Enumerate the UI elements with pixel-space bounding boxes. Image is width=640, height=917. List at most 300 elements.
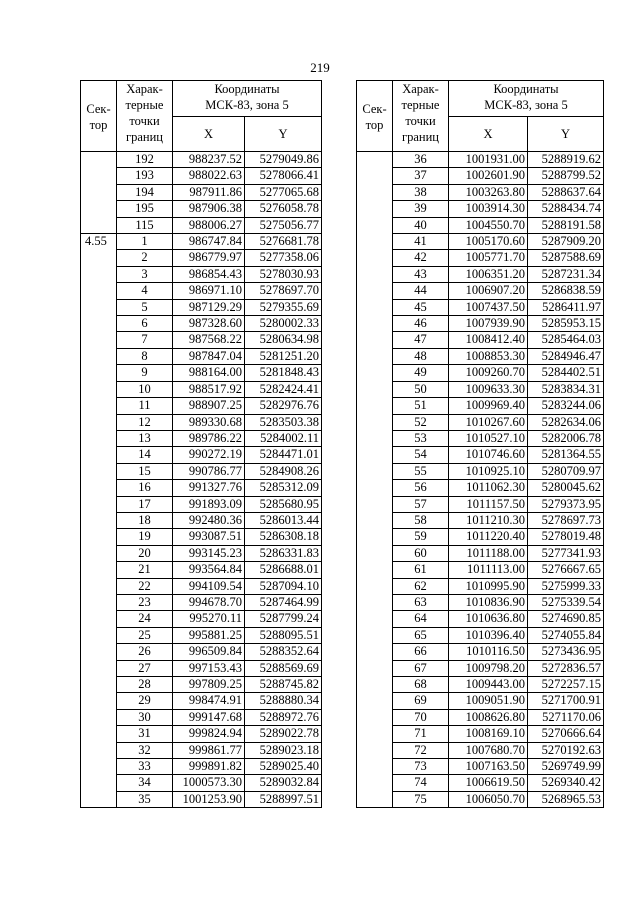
- y-cell: 5288745.82: [245, 677, 322, 693]
- table-row: [357, 234, 604, 250]
- point-cell: 34: [117, 775, 173, 791]
- y-cell: 5288569.69: [245, 660, 322, 676]
- y-cell: 5288352.64: [245, 644, 322, 660]
- point-cell: 40: [393, 217, 449, 233]
- point-cell: 71: [393, 726, 449, 742]
- table-row: [357, 709, 604, 725]
- point-cell: 49: [393, 365, 449, 381]
- y-cell: 5286838.59: [528, 283, 604, 299]
- point-cell: 53: [393, 430, 449, 446]
- x-cell: 1011157.50: [449, 496, 528, 512]
- x-cell: 986779.97: [173, 250, 245, 266]
- points-header-line3: точки: [129, 114, 160, 128]
- point-cell: 2: [117, 250, 173, 266]
- y-cell: 5280634.98: [245, 332, 322, 348]
- y-cell: 5286331.83: [245, 545, 322, 561]
- y-cell: 5283503.38: [245, 414, 322, 430]
- point-cell: 64: [393, 611, 449, 627]
- table-row: [81, 791, 322, 807]
- y-cell: 5286411.97: [528, 299, 604, 315]
- y-cell: 5288095.51: [245, 627, 322, 643]
- point-cell: 63: [393, 594, 449, 610]
- x-cell: 988907.25: [173, 398, 245, 414]
- table-row: [357, 529, 604, 545]
- y-cell: 5282634.06: [528, 414, 604, 430]
- table-row: [357, 644, 604, 660]
- y-cell: 5284946.47: [528, 348, 604, 364]
- y-cell: 5289032.84: [245, 775, 322, 791]
- page-number: 219: [310, 60, 330, 75]
- point-cell: 27: [117, 660, 173, 676]
- point-cell: 5: [117, 299, 173, 315]
- x-cell: 993087.51: [173, 529, 245, 545]
- coordinates-header-line1: Координаты: [493, 82, 559, 96]
- x-cell: 1009443.00: [449, 677, 528, 693]
- x-cell: 1011188.00: [449, 545, 528, 561]
- y-cell: 5289023.18: [245, 742, 322, 758]
- x-cell: 1008853.30: [449, 348, 528, 364]
- point-cell: 52: [393, 414, 449, 430]
- y-cell: 5279355.69: [245, 299, 322, 315]
- x-cell: 1011062.30: [449, 480, 528, 496]
- y-cell: 5288880.34: [245, 693, 322, 709]
- table-row: [81, 201, 322, 217]
- table-row: [81, 414, 322, 430]
- y-cell: 5278030.93: [245, 266, 322, 282]
- table-row: [357, 398, 604, 414]
- y-cell: 5270192.63: [528, 742, 604, 758]
- y-cell: 5275999.33: [528, 578, 604, 594]
- x-cell: 1003914.30: [449, 201, 528, 217]
- point-cell: 115: [117, 217, 173, 233]
- y-cell: 5288434.74: [528, 201, 604, 217]
- table-row: [81, 283, 322, 299]
- table-row: [81, 184, 322, 200]
- y-cell: 5287094.10: [245, 578, 322, 594]
- point-cell: 60: [393, 545, 449, 561]
- x-cell: 1009633.30: [449, 381, 528, 397]
- coordinates-header-line1: Координаты: [214, 82, 280, 96]
- table-row: [357, 332, 604, 348]
- point-cell: 38: [393, 184, 449, 200]
- y-cell: 5284402.51: [528, 365, 604, 381]
- point-cell: 194: [117, 184, 173, 200]
- table-row: [357, 545, 604, 561]
- y-cell: 5287909.20: [528, 234, 604, 250]
- point-cell: 65: [393, 627, 449, 643]
- point-cell: 8: [117, 348, 173, 364]
- point-cell: 69: [393, 693, 449, 709]
- table-body-right: [357, 152, 604, 808]
- table-row: [357, 201, 604, 217]
- coordinates-table-left: [80, 80, 322, 808]
- y-cell: 5281364.55: [528, 447, 604, 463]
- coordinates-table-right: [356, 80, 604, 808]
- table-row: [357, 299, 604, 315]
- point-cell: 42: [393, 250, 449, 266]
- point-cell: 50: [393, 381, 449, 397]
- point-cell: 17: [117, 496, 173, 512]
- point-cell: 11: [117, 398, 173, 414]
- points-header-line2: терные: [401, 98, 440, 112]
- x-cell: 1001253.90: [173, 791, 245, 807]
- x-cell: 1008412.40: [449, 332, 528, 348]
- table-row: [81, 627, 322, 643]
- x-cell: 1007163.50: [449, 759, 528, 775]
- y-cell: 5288191.58: [528, 217, 604, 233]
- y-cell: 5272257.15: [528, 677, 604, 693]
- point-cell: 48: [393, 348, 449, 364]
- y-cell: 5280709.97: [528, 463, 604, 479]
- x-cell: 1010836.90: [449, 594, 528, 610]
- y-cell: 5287464.99: [245, 594, 322, 610]
- x-cell: 987328.60: [173, 316, 245, 332]
- points-header-line4: границ: [402, 130, 439, 144]
- point-cell: 31: [117, 726, 173, 742]
- y-cell: 5278697.73: [528, 512, 604, 528]
- x-cell: 1001931.00: [449, 152, 528, 168]
- x-cell: 999891.82: [173, 759, 245, 775]
- y-cell: 5288972.76: [245, 709, 322, 725]
- x-cell: 991893.09: [173, 496, 245, 512]
- point-cell: 20: [117, 545, 173, 561]
- x-cell: 1010396.40: [449, 627, 528, 643]
- table-row: [81, 299, 322, 315]
- table-row: [357, 217, 604, 233]
- sector-header-line1: Сек-: [86, 102, 111, 116]
- table-body-left: [81, 152, 322, 808]
- points-header: [393, 81, 449, 152]
- x-cell: 1010527.10: [449, 430, 528, 446]
- y-cell: 5288799.52: [528, 168, 604, 184]
- x-cell: 993564.84: [173, 562, 245, 578]
- y-cell: 5271170.06: [528, 709, 604, 725]
- x-cell: 1006351.20: [449, 266, 528, 282]
- x-cell: 986854.43: [173, 266, 245, 282]
- point-cell: 66: [393, 644, 449, 660]
- table-row: [81, 316, 322, 332]
- point-cell: 47: [393, 332, 449, 348]
- y-cell: 5279373.95: [528, 496, 604, 512]
- point-cell: 7: [117, 332, 173, 348]
- x-cell: 995881.25: [173, 627, 245, 643]
- x-cell: 992480.36: [173, 512, 245, 528]
- x-cell: 1002601.90: [449, 168, 528, 184]
- sector-header-line2: тор: [89, 118, 108, 132]
- x-cell: 1008169.10: [449, 726, 528, 742]
- table-row: [81, 430, 322, 446]
- table-row: [81, 250, 322, 266]
- table-row: [81, 594, 322, 610]
- x-cell: 987568.22: [173, 332, 245, 348]
- table-row: [81, 562, 322, 578]
- x-cell: 987129.29: [173, 299, 245, 315]
- table-row: [357, 693, 604, 709]
- table-row: [357, 414, 604, 430]
- table-row: [357, 594, 604, 610]
- table-row: [357, 775, 604, 791]
- x-cell: 1000573.30: [173, 775, 245, 791]
- point-cell: 39: [393, 201, 449, 217]
- y-cell: 5272836.57: [528, 660, 604, 676]
- x-cell: 994678.70: [173, 594, 245, 610]
- y-cell: 5269749.99: [528, 759, 604, 775]
- x-cell: 1006050.70: [449, 791, 528, 807]
- y-cell: 5276667.65: [528, 562, 604, 578]
- x-cell: 991327.76: [173, 480, 245, 496]
- x-header: X: [449, 117, 528, 152]
- x-cell: 999147.68: [173, 709, 245, 725]
- y-cell: 5282006.78: [528, 430, 604, 446]
- x-cell: 989330.68: [173, 414, 245, 430]
- table-row: [357, 512, 604, 528]
- point-cell: 72: [393, 742, 449, 758]
- table-row: [357, 184, 604, 200]
- y-cell: 5269340.42: [528, 775, 604, 791]
- table-row: [357, 283, 604, 299]
- table-row: [81, 677, 322, 693]
- y-cell: 5282424.41: [245, 381, 322, 397]
- point-cell: 21: [117, 562, 173, 578]
- table-row: [81, 759, 322, 775]
- point-cell: 13: [117, 430, 173, 446]
- sector-header-line1: Сек-: [362, 102, 387, 116]
- x-cell: 987847.04: [173, 348, 245, 364]
- x-cell: 1009969.40: [449, 398, 528, 414]
- y-cell: 5275056.77: [245, 217, 322, 233]
- x-cell: 1009798.20: [449, 660, 528, 676]
- point-cell: 58: [393, 512, 449, 528]
- table-row: [81, 545, 322, 561]
- y-cell: 5280045.62: [528, 480, 604, 496]
- points-header-line1: Харак-: [126, 82, 163, 96]
- table-row: [357, 250, 604, 266]
- points-header-line1: Харак-: [402, 82, 439, 96]
- table-row: [81, 660, 322, 676]
- x-cell: 1010925.10: [449, 463, 528, 479]
- y-cell: 5277341.93: [528, 545, 604, 561]
- x-cell: 988517.92: [173, 381, 245, 397]
- table-row: [357, 447, 604, 463]
- point-cell: 10: [117, 381, 173, 397]
- x-cell: 993145.23: [173, 545, 245, 561]
- point-cell: 16: [117, 480, 173, 496]
- x-cell: 988006.27: [173, 217, 245, 233]
- point-cell: 26: [117, 644, 173, 660]
- point-cell: 36: [393, 152, 449, 168]
- x-cell: 1011220.40: [449, 529, 528, 545]
- x-cell: 994109.54: [173, 578, 245, 594]
- x-cell: 998474.91: [173, 693, 245, 709]
- point-cell: 12: [117, 414, 173, 430]
- point-cell: 195: [117, 201, 173, 217]
- x-cell: 1011210.30: [449, 512, 528, 528]
- table-row: [81, 693, 322, 709]
- table-row: [81, 775, 322, 791]
- x-cell: 1004550.70: [449, 217, 528, 233]
- x-cell: 995270.11: [173, 611, 245, 627]
- y-cell: 5286688.01: [245, 562, 322, 578]
- y-cell: 5286308.18: [245, 529, 322, 545]
- coordinates-header: [173, 81, 322, 117]
- x-cell: 1010636.80: [449, 611, 528, 627]
- table-row: [81, 365, 322, 381]
- table-row: [81, 512, 322, 528]
- table-row: [357, 316, 604, 332]
- point-cell: 4: [117, 283, 173, 299]
- point-cell: 29: [117, 693, 173, 709]
- point-cell: 43: [393, 266, 449, 282]
- x-cell: 1006619.50: [449, 775, 528, 791]
- sector-header-line2: тор: [365, 118, 384, 132]
- table-row: [357, 168, 604, 184]
- x-cell: 997809.25: [173, 677, 245, 693]
- x-cell: 988022.63: [173, 168, 245, 184]
- x-cell: 1010267.60: [449, 414, 528, 430]
- y-cell: 5285953.15: [528, 316, 604, 332]
- point-cell: 32: [117, 742, 173, 758]
- y-cell: 5281848.43: [245, 365, 322, 381]
- x-cell: 1007680.70: [449, 742, 528, 758]
- table-row: [81, 332, 322, 348]
- y-cell: 5274055.84: [528, 627, 604, 643]
- y-cell: 5284471.01: [245, 447, 322, 463]
- x-cell: 1005170.60: [449, 234, 528, 250]
- point-cell: 45: [393, 299, 449, 315]
- x-cell: 1005771.70: [449, 250, 528, 266]
- x-cell: 1006907.20: [449, 283, 528, 299]
- point-cell: 41: [393, 234, 449, 250]
- y-cell: 5278019.48: [528, 529, 604, 545]
- coordinates-header-line2: МСК-83, зона 5: [484, 98, 568, 112]
- x-cell: 1007939.90: [449, 316, 528, 332]
- points-header-line4: границ: [126, 130, 163, 144]
- coordinates-header: [449, 81, 604, 117]
- y-cell: 5270666.64: [528, 726, 604, 742]
- x-cell: 999824.94: [173, 726, 245, 742]
- x-cell: 999861.77: [173, 742, 245, 758]
- table-row: [81, 463, 322, 479]
- x-header: X: [173, 117, 245, 152]
- sector-header: [81, 81, 117, 152]
- y-cell: 5287588.69: [528, 250, 604, 266]
- table-row: [81, 578, 322, 594]
- coordinates-header-line2: МСК-83, зона 5: [205, 98, 289, 112]
- y-cell: 5287799.24: [245, 611, 322, 627]
- point-cell: 51: [393, 398, 449, 414]
- y-cell: 5273436.95: [528, 644, 604, 660]
- y-cell: 5274690.85: [528, 611, 604, 627]
- sector-cell: 4.55: [81, 234, 117, 808]
- table-row: [81, 266, 322, 282]
- y-cell: 5281251.20: [245, 348, 322, 364]
- table-row: [81, 348, 322, 364]
- y-header: Y: [245, 117, 322, 152]
- x-cell: 996509.84: [173, 644, 245, 660]
- table-row: [81, 447, 322, 463]
- point-cell: 193: [117, 168, 173, 184]
- point-cell: 61: [393, 562, 449, 578]
- table-row: [357, 660, 604, 676]
- table-row: [81, 496, 322, 512]
- x-cell: 989786.22: [173, 430, 245, 446]
- table-row: [81, 529, 322, 545]
- y-header: Y: [528, 117, 604, 152]
- table-row: [81, 398, 322, 414]
- point-cell: 18: [117, 512, 173, 528]
- y-cell: 5288637.64: [528, 184, 604, 200]
- x-cell: 986747.84: [173, 234, 245, 250]
- x-cell: 1009260.70: [449, 365, 528, 381]
- table-row: [357, 791, 604, 807]
- x-cell: 990786.77: [173, 463, 245, 479]
- x-cell: 986971.10: [173, 283, 245, 299]
- y-cell: 5286013.44: [245, 512, 322, 528]
- point-cell: 25: [117, 627, 173, 643]
- table-row: [81, 709, 322, 725]
- x-cell: 1010746.60: [449, 447, 528, 463]
- y-cell: 5282976.76: [245, 398, 322, 414]
- y-cell: 5285312.09: [245, 480, 322, 496]
- point-cell: 70: [393, 709, 449, 725]
- y-cell: 5289025.40: [245, 759, 322, 775]
- table-row: [357, 266, 604, 282]
- table-row: [357, 759, 604, 775]
- point-cell: 192: [117, 152, 173, 168]
- x-cell: 987911.86: [173, 184, 245, 200]
- table-row: [357, 562, 604, 578]
- sector-cell: [357, 152, 393, 808]
- point-cell: 15: [117, 463, 173, 479]
- table-row: [357, 742, 604, 758]
- table-row: [81, 152, 322, 168]
- y-cell: 5278066.41: [245, 168, 322, 184]
- table-row: [81, 480, 322, 496]
- y-cell: 5288919.62: [528, 152, 604, 168]
- table-row: [357, 726, 604, 742]
- point-cell: 73: [393, 759, 449, 775]
- table-row: [81, 742, 322, 758]
- x-cell: 987906.38: [173, 201, 245, 217]
- y-cell: 5288997.51: [245, 791, 322, 807]
- points-header: [117, 81, 173, 152]
- point-cell: 22: [117, 578, 173, 594]
- table-row: [357, 496, 604, 512]
- y-cell: 5283244.06: [528, 398, 604, 414]
- table-row: [81, 234, 322, 250]
- table-row: [357, 627, 604, 643]
- x-cell: 990272.19: [173, 447, 245, 463]
- y-cell: 5283834.31: [528, 381, 604, 397]
- sector-cell: [81, 152, 117, 234]
- y-cell: 5278697.70: [245, 283, 322, 299]
- y-cell: 5279049.86: [245, 152, 322, 168]
- point-cell: 74: [393, 775, 449, 791]
- point-cell: 54: [393, 447, 449, 463]
- table-row: [357, 152, 604, 168]
- table-row: [81, 644, 322, 660]
- point-cell: 57: [393, 496, 449, 512]
- y-cell: 5284002.11: [245, 430, 322, 446]
- point-cell: 19: [117, 529, 173, 545]
- x-cell: 1010995.90: [449, 578, 528, 594]
- table-row: [81, 168, 322, 184]
- table-row: [357, 611, 604, 627]
- table-row: [357, 578, 604, 594]
- point-cell: 35: [117, 791, 173, 807]
- table-row: [357, 348, 604, 364]
- table-row: [357, 381, 604, 397]
